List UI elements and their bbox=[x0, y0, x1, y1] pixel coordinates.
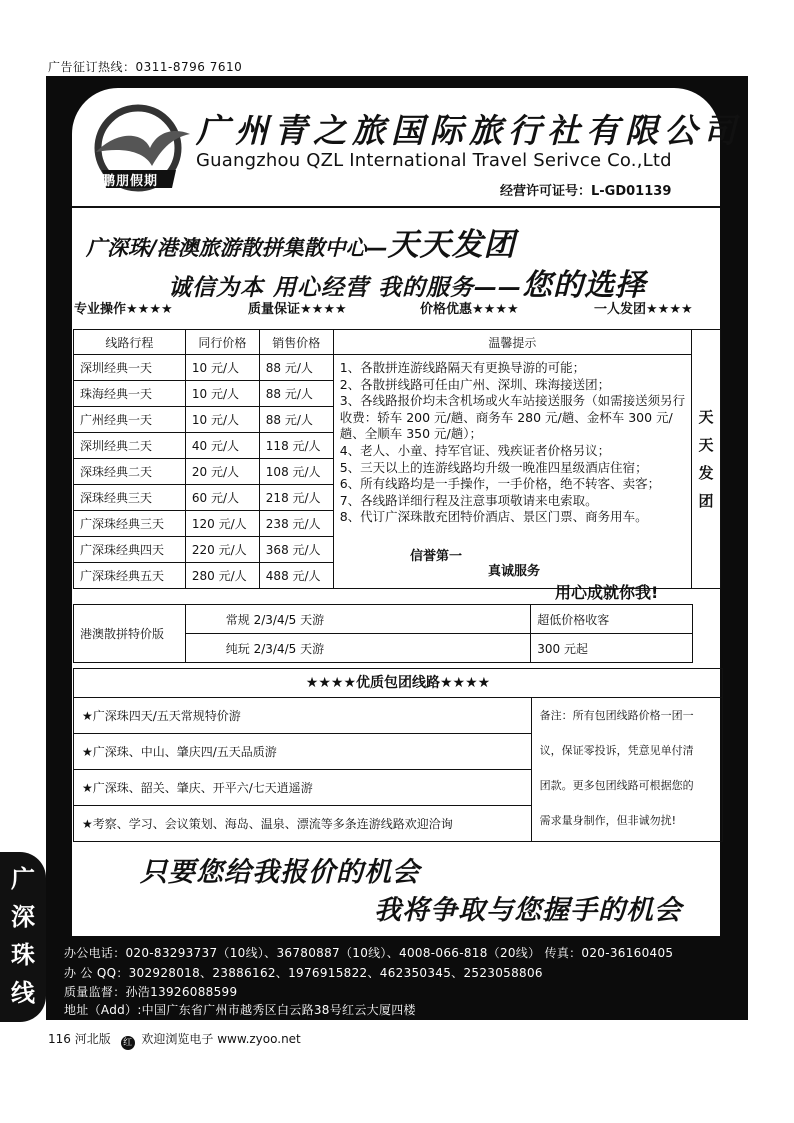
headline-2-text: 诚信为本 用心经营 我的服务—— bbox=[168, 275, 523, 301]
trade-price: 10 元/人 bbox=[185, 407, 259, 433]
route-name: 广深珠经典四天 bbox=[74, 537, 186, 563]
table-row bbox=[74, 605, 693, 634]
divider bbox=[72, 206, 720, 208]
tab-char: 珠 bbox=[11, 941, 35, 969]
package-note bbox=[531, 698, 722, 842]
package-item: ★广深珠、韶关、肇庆、开平六/七天逍遥游 bbox=[74, 770, 532, 806]
closing-slogan-2: 我将争取与您握手的机会 bbox=[374, 895, 682, 926]
table-row bbox=[74, 698, 723, 734]
hk-macau-table bbox=[73, 604, 693, 663]
side-char: 团 bbox=[698, 492, 714, 510]
feature-label: 质量保证 bbox=[248, 302, 301, 317]
package-note-line: 备注：所有包团线路价格一团一 bbox=[539, 709, 694, 722]
feature-2 bbox=[248, 298, 347, 317]
section-tab bbox=[0, 852, 46, 1022]
route-name: 广州经典一天 bbox=[74, 407, 186, 433]
sale-price: 118 元/人 bbox=[259, 433, 333, 459]
package-item: ★广深珠四天/五天常规特价游 bbox=[74, 698, 532, 734]
ad-hotline: 广告征订热线：0311-8796 7610 bbox=[48, 60, 243, 74]
trade-price: 20 元/人 bbox=[185, 459, 259, 485]
sale-price: 88 元/人 bbox=[259, 407, 333, 433]
feature-label: 专业操作 bbox=[74, 302, 127, 317]
tip-item: 4、老人、小童、持军官证、残疾证者价格另议； bbox=[339, 442, 611, 458]
side-char: 天 bbox=[698, 408, 714, 426]
slogan-service: 真诚服务 bbox=[488, 564, 541, 579]
col-header-sale-price: 销售价格 bbox=[259, 330, 333, 355]
closing-slogan-1: 只要您给我报价的机会 bbox=[140, 857, 420, 888]
hk-tour-desc: 纯玩 2/3/4/5 天游 bbox=[185, 634, 530, 663]
feature-label: 价格优惠 bbox=[420, 302, 473, 317]
side-char: 发 bbox=[698, 464, 714, 482]
headline-1 bbox=[86, 219, 516, 264]
tip-item: 6、所有线路均是一手操作，一手价格，绝不转客、卖客； bbox=[339, 476, 661, 492]
feature-3 bbox=[420, 298, 519, 317]
trade-price: 120 元/人 bbox=[185, 511, 259, 537]
side-char: 天 bbox=[698, 436, 714, 454]
contact-supervisor: 质量监督：孙浩13926088599 bbox=[64, 985, 238, 999]
col-header-notes: 温馨提示 bbox=[333, 330, 691, 355]
edition-label: 河北版 bbox=[74, 1032, 111, 1046]
trade-price: 40 元/人 bbox=[185, 433, 259, 459]
website-text: 欢迎浏览电子 www.zyoo.net bbox=[141, 1032, 301, 1046]
tip-item: 1、各散拼连游线路隔天有更换导游的可能； bbox=[339, 360, 586, 375]
tab-char: 广 bbox=[11, 865, 35, 893]
feature-label: 一人发团 bbox=[594, 302, 647, 317]
headline-2 bbox=[168, 260, 646, 304]
package-note-line: 议，保证零投诉，凭意见单付清 bbox=[539, 744, 694, 757]
route-name: 深珠经典三天 bbox=[74, 485, 186, 511]
feature-4 bbox=[594, 298, 693, 317]
table-header-row bbox=[74, 330, 721, 355]
side-label-daily-tours bbox=[692, 330, 721, 589]
headline-1-emphasis: 天天发团 bbox=[387, 227, 516, 263]
contact-phone: 办公电话：020-83293737（10线）、36780887（10线）、4008-066-818（20线） 传真：020-36160405 bbox=[64, 946, 674, 960]
route-name: 深圳经典一天 bbox=[74, 355, 186, 381]
col-header-trade-price: 同行价格 bbox=[185, 330, 259, 355]
company-name-en: Guangzhou QZL International Travel Serivce Co.,Ltd bbox=[196, 150, 672, 171]
tip-item: 7、各线路详细行程及注意事项敬请来电索取。 bbox=[339, 492, 598, 508]
package-note-line: 团款。更多包团线路可根据您的 bbox=[539, 779, 694, 792]
trade-price: 10 元/人 bbox=[185, 381, 259, 407]
package-note-line: 需求量身制作，但非诚勿扰! bbox=[539, 814, 677, 827]
tab-char: 深 bbox=[11, 903, 35, 931]
license-number: 经营许可证号：L-GD01139 bbox=[500, 184, 672, 199]
sale-price: 368 元/人 bbox=[259, 537, 333, 563]
package-item: ★考察、学习、会议策划、海岛、温泉、漂流等多条连游线路欢迎洽询 bbox=[74, 806, 532, 842]
page-footer bbox=[48, 1030, 301, 1050]
sale-price: 488 元/人 bbox=[259, 563, 333, 589]
package-table bbox=[73, 697, 723, 842]
headline-2-emphasis: 您的选择 bbox=[522, 268, 647, 303]
sale-price: 108 元/人 bbox=[259, 459, 333, 485]
route-name: 广深珠经典五天 bbox=[74, 563, 186, 589]
trade-price: 60 元/人 bbox=[185, 485, 259, 511]
hk-tour-price: 300 元起 bbox=[531, 634, 693, 663]
package-item: ★广深珠、中山、肇庆四/五天品质游 bbox=[74, 734, 532, 770]
tip-item: 8、代订广深珠散充团特价酒店、景区门票、商务用车。 bbox=[339, 509, 648, 525]
col-header-route: 线路行程 bbox=[74, 330, 186, 355]
trade-price: 220 元/人 bbox=[185, 537, 259, 563]
hk-tour-price: 超低价格收客 bbox=[531, 605, 693, 634]
contact-qq: 办 公 QQ：302928018、23886162、1976915822、462350345、2523058806 bbox=[64, 966, 543, 980]
contact-address: 地址（Add）:中国广东省广州市越秀区白云路38号红云大厦四楼 bbox=[64, 1003, 416, 1017]
tip-item: 2、各散拼线路可任由广州、深圳、珠海接送团； bbox=[339, 376, 611, 392]
page-number: 116 bbox=[48, 1032, 71, 1046]
hk-tour-desc: 常规 2/3/4/5 天游 bbox=[185, 605, 530, 634]
logo-text: 鹏朋假期 bbox=[102, 174, 159, 189]
feature-1 bbox=[74, 298, 173, 317]
sale-price: 218 元/人 bbox=[259, 485, 333, 511]
tip-item: 5、三天以上的连游线路均升级一晚准四星级酒店住宿； bbox=[339, 459, 648, 475]
feature-stars: ★★★★ bbox=[646, 302, 693, 317]
tips-cell bbox=[333, 355, 691, 589]
sale-price: 88 元/人 bbox=[259, 381, 333, 407]
trade-price: 280 元/人 bbox=[185, 563, 259, 589]
trade-price: 10 元/人 bbox=[185, 355, 259, 381]
tab-char: 线 bbox=[11, 979, 35, 1007]
package-title: ★★★★优质包团线路★★★★ bbox=[73, 668, 723, 698]
slogan-success: 用心成就你我! bbox=[555, 583, 659, 602]
route-name: 广深珠经典三天 bbox=[74, 511, 186, 537]
sale-price: 238 元/人 bbox=[259, 511, 333, 537]
feature-stars: ★★★★ bbox=[300, 302, 347, 317]
route-price-table bbox=[73, 329, 721, 589]
route-name: 深珠经典二天 bbox=[74, 459, 186, 485]
sale-price: 88 元/人 bbox=[259, 355, 333, 381]
company-name-cn: 广州青之旅国际旅行社有限公司 bbox=[196, 111, 742, 150]
hk-macau-label: 港澳散拼特价版 bbox=[74, 605, 186, 663]
brand-badge-icon: 红 bbox=[121, 1036, 135, 1050]
table-row bbox=[74, 355, 721, 381]
headline-1-text: 广深珠/港澳旅游散拼集散中心— bbox=[86, 236, 388, 260]
feature-stars: ★★★★ bbox=[126, 302, 173, 317]
tip-item: 3、各线路报价均未含机场或火车站接送服务（如需接送须另行收费：轿车 200 元/趟、商务车 280 元/趟、金杯车 300 元/趟、全顺车 350 元/趟）； bbox=[339, 393, 686, 442]
slogan-reputation: 信誉第一 bbox=[410, 549, 463, 564]
route-name: 深圳经典二天 bbox=[74, 433, 186, 459]
feature-stars: ★★★★ bbox=[472, 302, 519, 317]
route-name: 珠海经典一天 bbox=[74, 381, 186, 407]
